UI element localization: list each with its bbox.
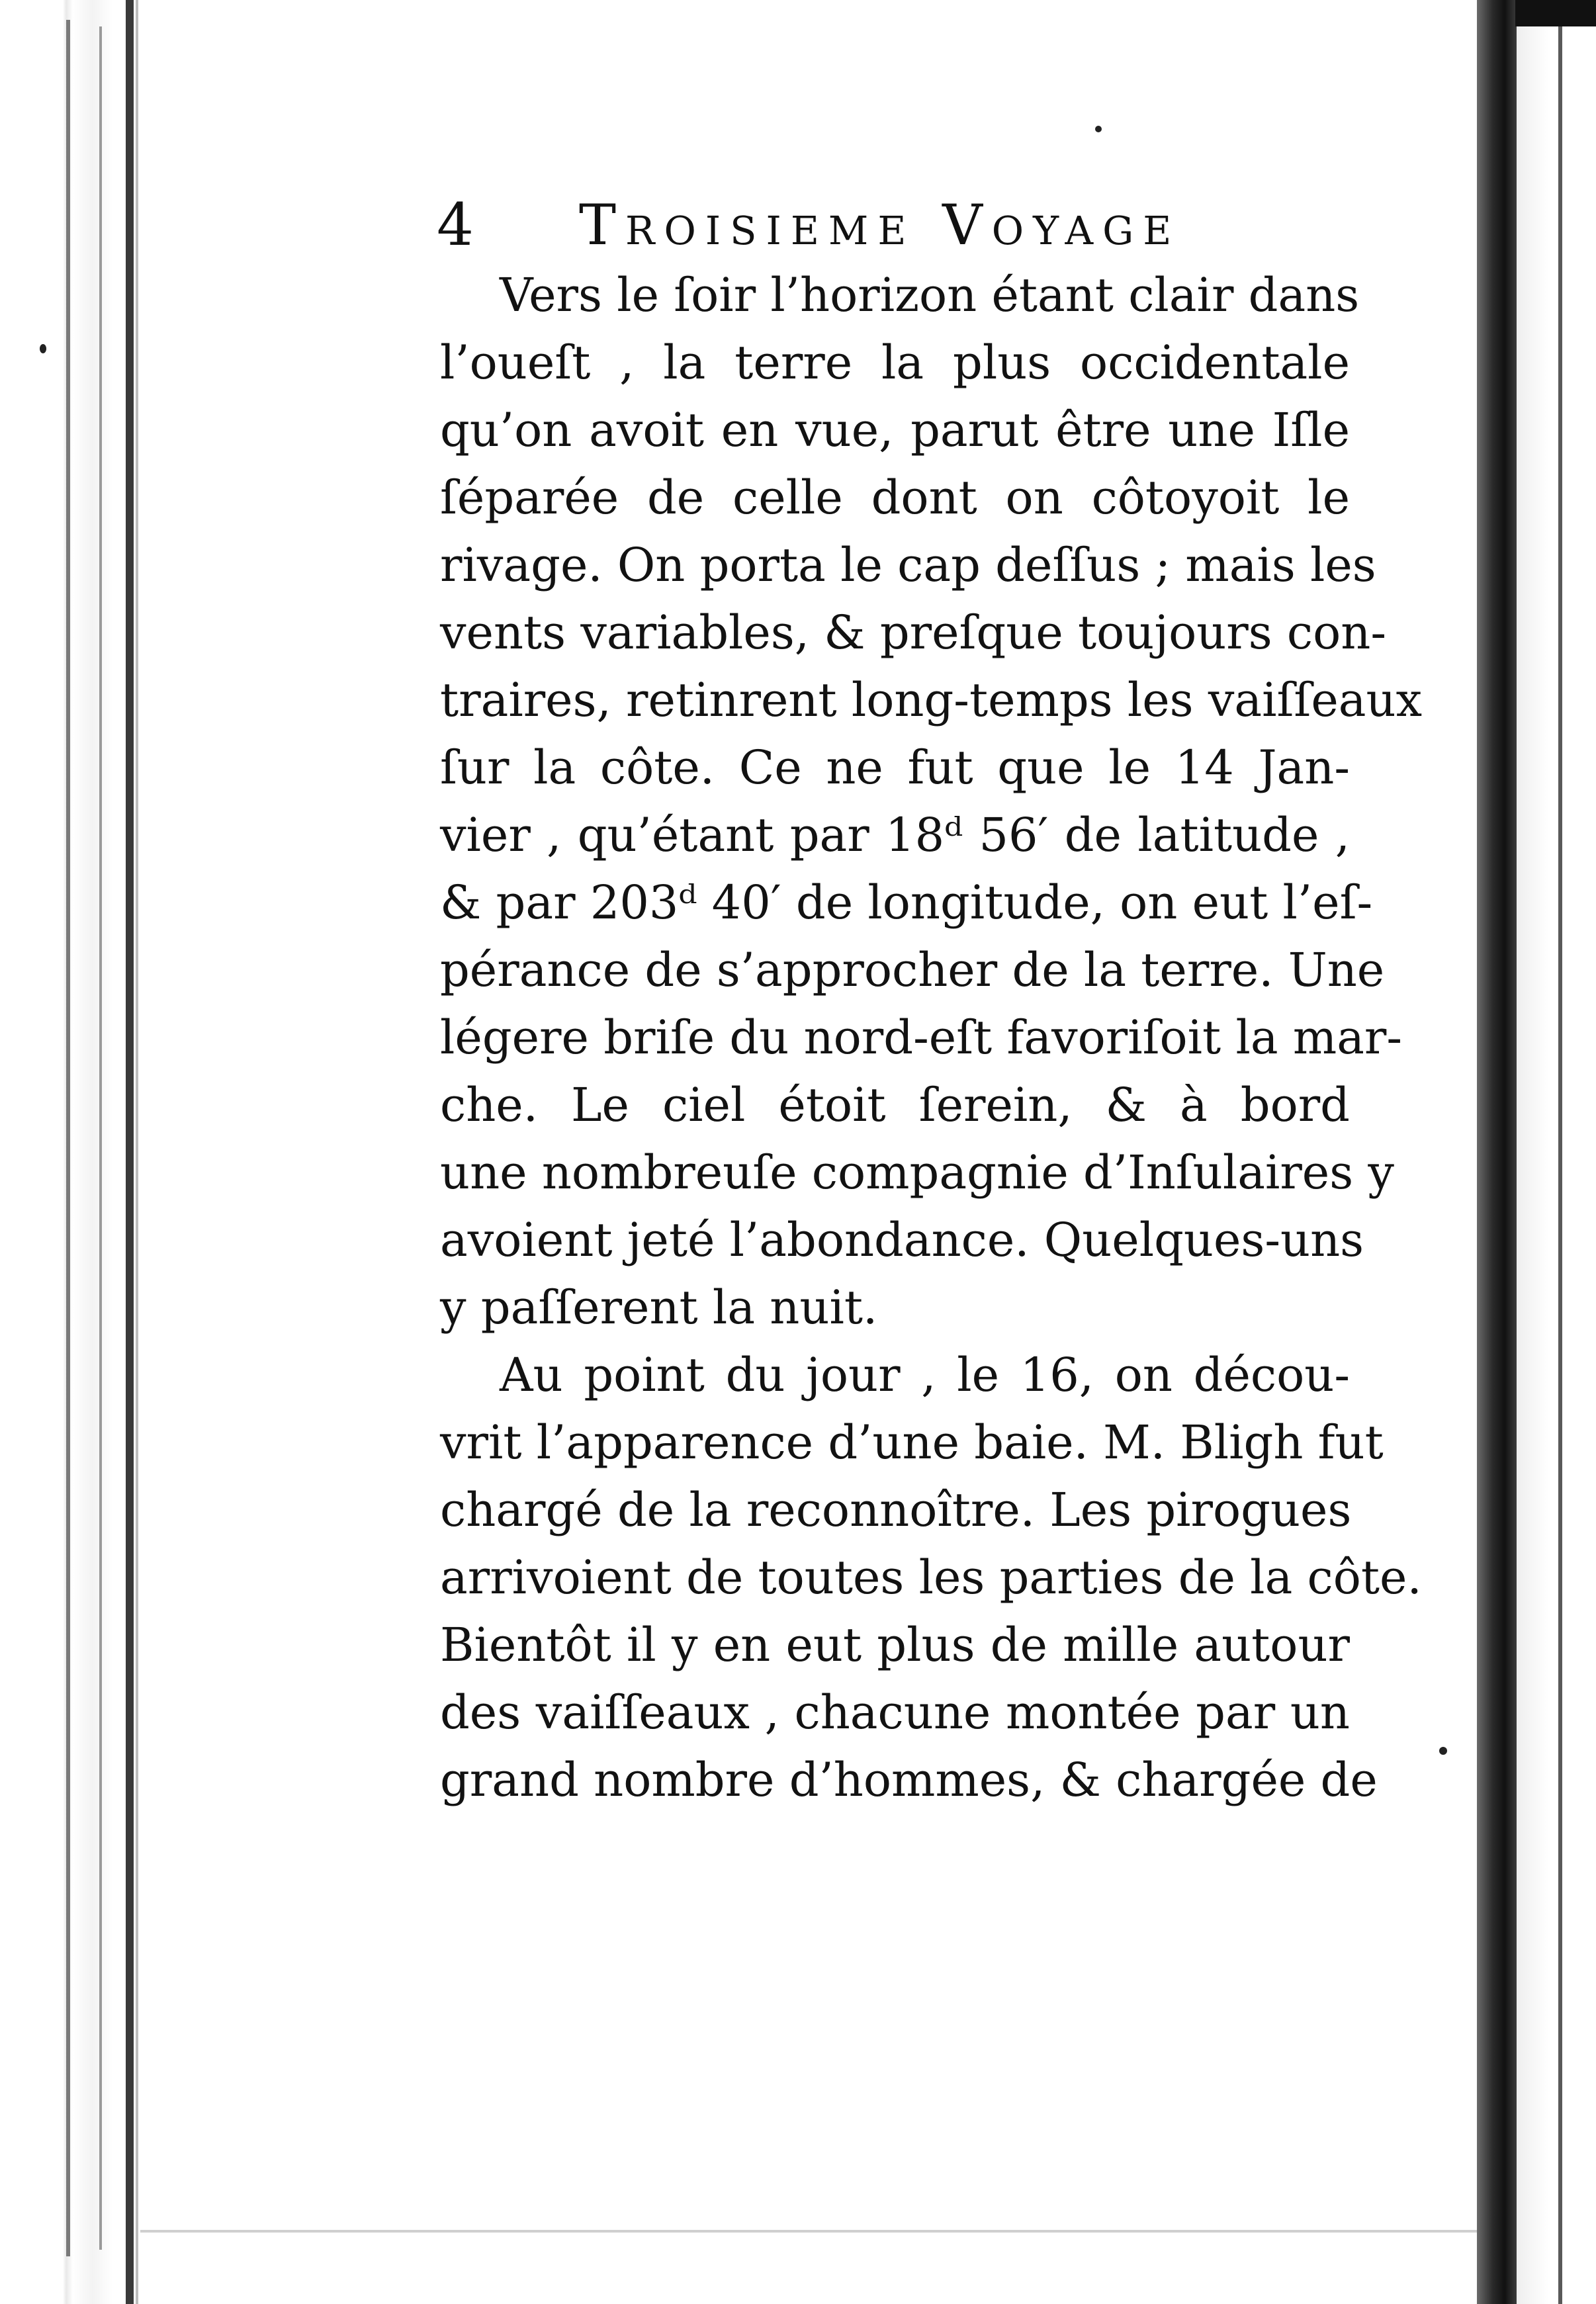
page-number: 4 — [437, 191, 474, 259]
text-line: l’oueſt , la terre la plus occidentale — [440, 335, 1350, 390]
page-edge-line — [126, 0, 134, 2304]
body-text — [440, 261, 1423, 1814]
page-edge-line — [1558, 0, 1562, 2304]
text-line: rivage. On porta le cap deſſus ; mais les — [440, 538, 1376, 592]
text-line: vier , qu’étant par 18ᵈ 56′ de latitude , — [440, 808, 1350, 862]
scan-border — [1515, 0, 1596, 26]
page-edge-line — [136, 0, 138, 2304]
text-line: Vers le ſoir l’horizon étant clair dans — [500, 268, 1360, 322]
ink-speck — [40, 344, 46, 353]
ink-speck — [1095, 126, 1102, 132]
text-line: des vaiſſeaux , chacune montée par un — [440, 1685, 1350, 1740]
ink-speck — [1439, 1747, 1447, 1755]
text-line: grand nombre d’hommes, & chargée de — [440, 1753, 1378, 1807]
running-head — [437, 189, 1350, 268]
text-line: traires, retinrent long-temps les vaiſſeaux — [440, 673, 1423, 727]
text-line: qu’on avoit en vue, parut être une Iſle — [440, 403, 1350, 457]
page-edge-line — [99, 26, 102, 2250]
text-line: & par 203ᵈ 40′ de longitude, on eut l’eſ- — [440, 875, 1373, 930]
text-line: ſéparée de celle dont on côtoyoit le — [440, 470, 1350, 525]
text-line: chargé de la reconnoître. Les pirogues — [440, 1483, 1352, 1537]
page-edge-line — [66, 20, 70, 2256]
text-line: vents variables, & preſque toujours con- — [440, 605, 1387, 660]
text-line: y paſſerent la nuit. — [440, 1280, 878, 1335]
text-line: légere briſe du nord-eſt favoriſoit la mar- — [440, 1010, 1403, 1065]
book-gutter — [1477, 0, 1517, 2304]
text-line: avoient jeté l’abondance. Quelques-uns — [440, 1213, 1364, 1267]
text-line: pérance de s’approcher de la terre. Une — [440, 943, 1385, 997]
text-line: vrit l’apparence d’une baie. M. Bligh fut — [440, 1415, 1384, 1470]
running-title: Troisieme Voyage — [579, 193, 1181, 257]
text-line: ſur la côte. Ce ne fut que le 14 Jan- — [440, 740, 1350, 795]
text-line: Bientôt il y en eut plus de mille autour — [440, 1618, 1350, 1672]
text-line: che. Le ciel étoit ſerein, & à bord — [440, 1078, 1350, 1132]
text-line: arrivoient de toutes les parties de la côte. — [440, 1550, 1422, 1605]
facing-page-edge — [1517, 0, 1596, 2304]
text-line: Au point du jour , le 16, on décou- — [500, 1348, 1350, 1402]
text-line: une nombreuſe compagnie d’Inſulaires y — [440, 1145, 1394, 1200]
